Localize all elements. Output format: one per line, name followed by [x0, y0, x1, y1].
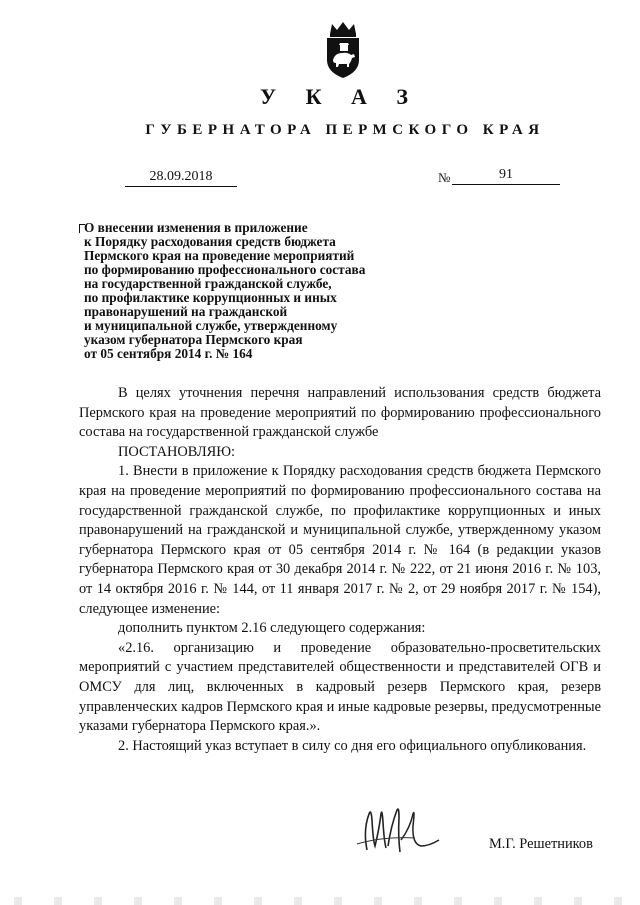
decree-word: ПОСТАНОВЛЯЮ: [118, 443, 236, 460]
heading-line: по профилактике коррупционных и иных [84, 290, 337, 305]
heading-line: на государственной гражданской службе, [84, 276, 332, 291]
heading-line: от 05 сентября 2014 г. № 164 [84, 346, 253, 361]
number-sign: № [438, 170, 451, 185]
item-1-quote-paragraph: «2.16. организацию и проведение образовательно-просветительских мероприятий с участием представителей общественности и представителей ОГВ и ОМСУ для лиц, включенных в кадровый резерв Пермского края, резерв управленческих кадров Пермского края и иные кадровые резервы, предусмотренные указами губернатора Пермского края.». [79, 639, 601, 735]
item-1-paragraph: 1. Внести в приложение к Порядку расходования средств бюджета Пермского края на проведение мероприятий по формированию профессионального состава на государственной гражданской службе, по профилактике коррупционных и иных правонарушений на гражданской и муниципальной службе, утвержденному указом губернатора Пермского края от 05 сентября 2014 г. № 164 (в редакции указов губернатора Пермского края от 30 декабря 2014 г. № 222, от 21 июня 2016 г. № 103, от 14 октября 2016 г. № 144, от 11 января 2017 г. № 2, от 29 ноября 2017 г. № 154), следующее изменение: [79, 463, 601, 617]
preamble-paragraph: В целях уточнения перечня направлений использования средств бюджета Пермского края на проведение мероприятий по формированию профессионального состава на государственной гражданской службе [79, 385, 601, 441]
decree-subtitle: ГУБЕРНАТОРА ПЕРМСКОГО КРАЯ [145, 122, 545, 138]
heading-line: О внесении изменения в приложение [84, 220, 308, 235]
decree-body [79, 384, 601, 756]
heading-line: указом губернатора Пермского края [84, 332, 303, 347]
item-1-subparagraph: дополнить пунктом 2.16 следующего содержания: [118, 620, 426, 637]
decree-title: У К А З [259, 84, 421, 109]
heading-line: к Порядку расходования средств бюджета [84, 234, 336, 249]
handwritten-signature [355, 800, 445, 860]
signer-name: М.Г. Решетников [489, 836, 593, 852]
item-2-paragraph: 2. Настоящий указ вступает в силу со дня его официального опубликования. [118, 737, 587, 754]
heading-line: правонарушений на гражданской [84, 304, 288, 319]
perm-krai-coat-of-arms-icon [318, 20, 368, 80]
heading-line: и муниципальной службе, утвержденному [84, 318, 338, 333]
decree-date: 28.09.2018 [125, 168, 237, 187]
decree-number: 91 [452, 166, 560, 185]
decree-heading [84, 221, 444, 361]
scan-edge-artifact [0, 897, 640, 905]
heading-line: Пермского края на проведение мероприятий [84, 248, 355, 263]
heading-line: по формированию профессионального состава [84, 262, 366, 277]
